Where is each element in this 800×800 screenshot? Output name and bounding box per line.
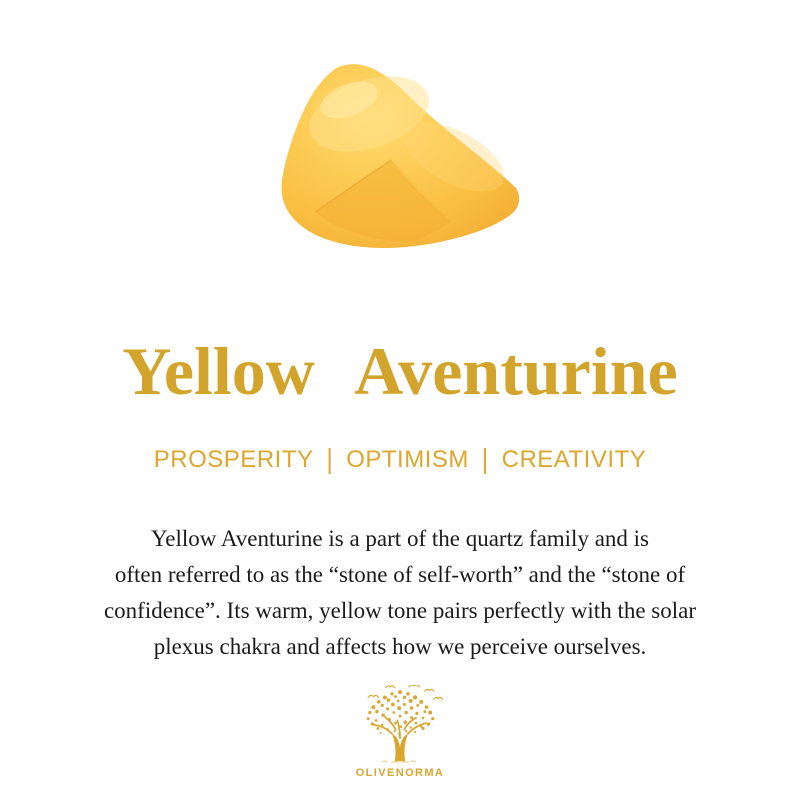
keywords-row bbox=[153, 443, 647, 475]
keyword-prosperity: PROSPERITY bbox=[153, 446, 314, 473]
pipe-separator: | bbox=[326, 443, 334, 475]
keyword-optimism: OPTIMISM bbox=[346, 446, 469, 473]
keyword-creativity: CREATIVITY bbox=[501, 446, 647, 473]
tree-with-birds-icon bbox=[354, 685, 446, 763]
description-line: plexus chakra and affects how we perceive ourselves. bbox=[153, 634, 647, 660]
description-text bbox=[104, 521, 696, 665]
description-line: confidence”. Its warm, yellow tone pairs perfectly with the solar bbox=[103, 598, 697, 624]
page-title: Yellow Aventurine bbox=[122, 333, 678, 409]
yellow-aventurine-stone-image bbox=[279, 62, 521, 248]
brand-logo bbox=[354, 685, 446, 779]
pipe-separator: | bbox=[481, 443, 489, 475]
description-line: Yellow Aventurine is a part of the quartz family and is bbox=[150, 526, 649, 552]
brand-name: OLIVENORMA bbox=[355, 767, 445, 780]
description-line: often referred to as the “stone of self-worth” and the “stone of bbox=[114, 562, 686, 588]
